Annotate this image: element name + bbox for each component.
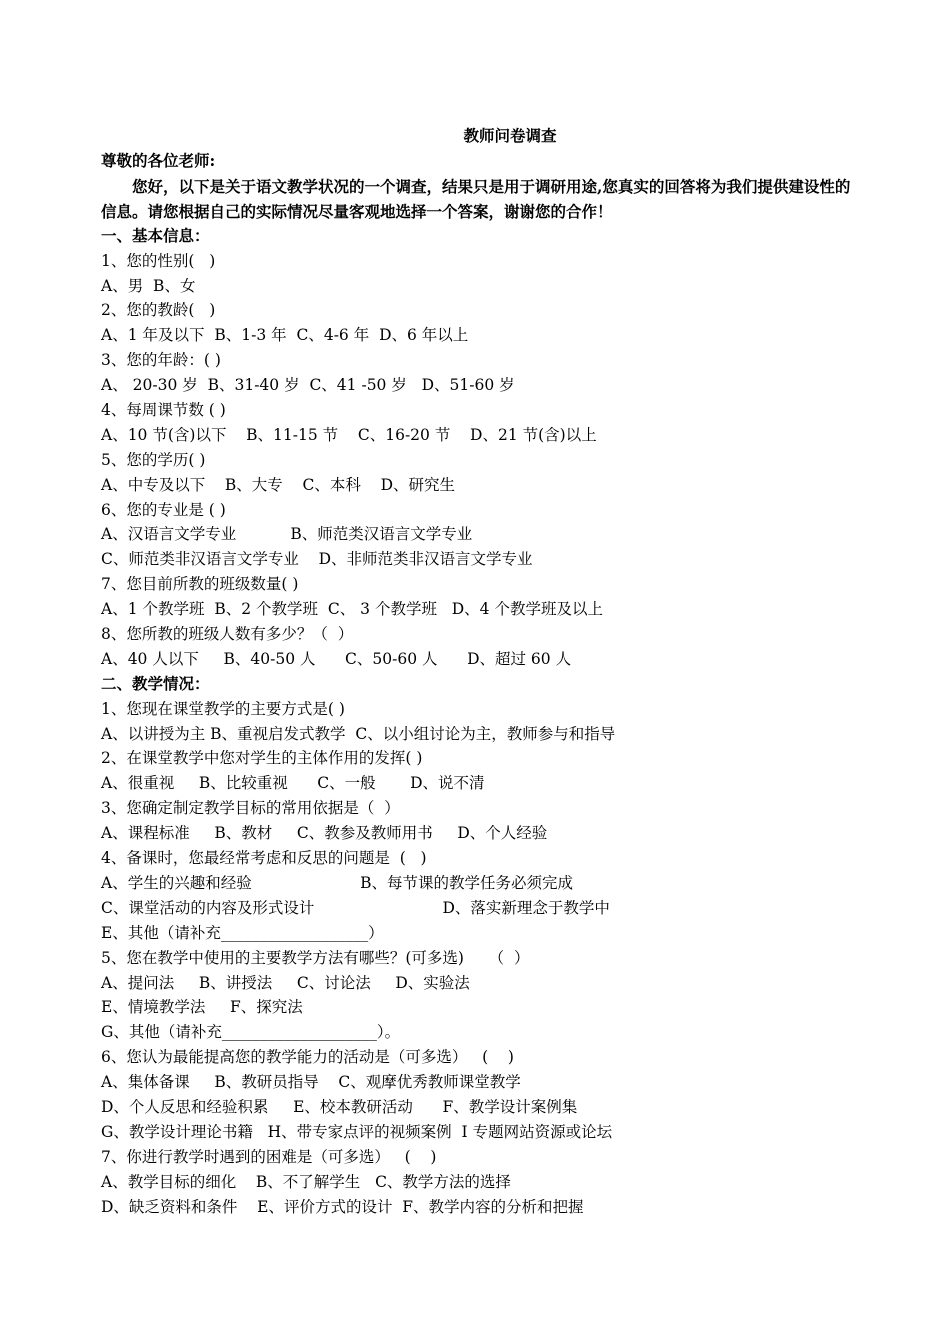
questionnaire-line: 1、您现在课堂教学的主要方式是( ) — [101, 699, 345, 718]
section-heading: 一、基本信息： — [101, 225, 210, 245]
questionnaire-line: 3、您的年龄：( ) — [101, 351, 221, 370]
questionnaire-line: A、中专及以下 B、大专 C、本科 D、研究生 — [101, 475, 455, 494]
questionnaire-line: A、40 人以下 B、40-50 人 C、50-60 人 D、超过 60 人 — [101, 649, 572, 668]
questionnaire-line: A、10 节(含)以下 B、11-15 节 C、16-20 节 D、21 节(含)以上 — [101, 425, 597, 444]
questionnaire-line: A、男 B、女 — [101, 276, 196, 295]
questionnaire-line: G、教学设计理论书籍 H、带专家点评的视频案例 I 专题网站资源或论坛 — [101, 1122, 613, 1141]
questionnaire-line: 7、您目前所教的班级数量( ) — [101, 575, 299, 594]
questionnaire-line: A、教学目标的细化 B、不了解学生 C、教学方法的选择 — [101, 1172, 511, 1191]
questionnaire-line: D、个人反思和经验积累 E、校本教研活动 F、教学设计案例集 — [101, 1097, 578, 1116]
questionnaire-line: 4、备课时，您最经常考虑和反思的问题是 ( ) — [101, 849, 427, 868]
questionnaire-line: E、其他（请补充___________________） — [101, 923, 384, 942]
questionnaire-line: C、师范类非汉语言文学专业 D、非师范类非汉语言文学专业 — [101, 550, 533, 569]
questionnaire-line: 3、您确定制定教学目标的常用依据是（ ） — [101, 799, 400, 818]
questionnaire-line: A、课程标准 B、教材 C、教参及教师用书 D、个人经验 — [101, 824, 548, 843]
questionnaire-body — [101, 224, 853, 1220]
questionnaire-line: A、1 年及以下 B、1-3 年 C、4-6 年 D、6 年以上 — [101, 326, 469, 345]
document-title: 教师问卷调查 — [463, 126, 557, 145]
questionnaire-line: 2、在课堂教学中您对学生的主体作用的发挥( ) — [101, 749, 423, 768]
questionnaire-line: 5、您的学历( ) — [101, 450, 206, 469]
questionnaire-line: G、其他（请补充____________________）。 — [101, 1023, 401, 1042]
questionnaire-line: 6、您的专业是 ( ) — [101, 500, 226, 519]
questionnaire-line: 1、您的性别( ) — [101, 251, 216, 270]
greeting: 尊敬的各位老师: — [101, 150, 216, 170]
questionnaire-line: A、学生的兴趣和经验 B、每节课的教学任务必须完成 — [101, 873, 573, 892]
questionnaire-line: A、很重视 B、比较重视 C、一般 D、说不清 — [101, 774, 485, 793]
questionnaire-line: A、汉语言文学专业 B、师范类汉语言文学专业 — [101, 525, 473, 544]
intro-paragraph-wrap — [101, 174, 853, 224]
questionnaire-line: A、以讲授为主 B、重视启发式教学 C、以小组讨论为主，教师参与和指导 — [101, 724, 616, 743]
questionnaire-line: 2、您的教龄( ) — [101, 301, 216, 320]
questionnaire-line: 4、每周课节数 ( ) — [101, 401, 226, 420]
questionnaire-line: A、提问法 B、讲授法 C、讨论法 D、实验法 — [101, 973, 470, 992]
questionnaire-line: 6、您认为最能提高您的教学能力的活动是（可多选） ( ) — [101, 1048, 514, 1067]
questionnaire-line: C、课堂活动的内容及形式设计 D、落实新理念于教学中 — [101, 898, 610, 917]
questionnaire-line: 5、您在教学中使用的主要教学方法有哪些？(可多选) （ ） — [101, 948, 530, 967]
section-heading: 二、教学情况： — [101, 673, 210, 693]
questionnaire-line: A、1 个教学班 B、2 个教学班 C、 3 个教学班 D、4 个教学班及以上 — [101, 600, 603, 619]
questionnaire-line: A、 20-30 岁 B、31-40 岁 C、41 -50 岁 D、51-60 岁 — [101, 376, 515, 395]
questionnaire-line: D、缺乏资料和条件 E、评价方式的设计 F、教学内容的分析和把握 — [101, 1197, 584, 1216]
intro-paragraph: 您好，以下是关于语文教学状况的一个调查，结果只是用于调研用途,您真实的回答将为我们提供建设性的信息。请您根据自己的实际情况尽量客观地选择一个答案，谢谢您的合作！ — [101, 176, 851, 221]
questionnaire-line: A、集体备课 B、教研员指导 C、观摩优秀教师课堂教学 — [101, 1073, 521, 1092]
questionnaire-line: 8、您所教的班级人数有多少？（ ） — [101, 625, 354, 644]
document-page — [101, 124, 853, 1219]
questionnaire-line: 7、你进行教学时遇到的困难是（可多选） ( ) — [101, 1147, 437, 1166]
questionnaire-line: E、情境教学法 F、探究法 — [101, 998, 303, 1017]
